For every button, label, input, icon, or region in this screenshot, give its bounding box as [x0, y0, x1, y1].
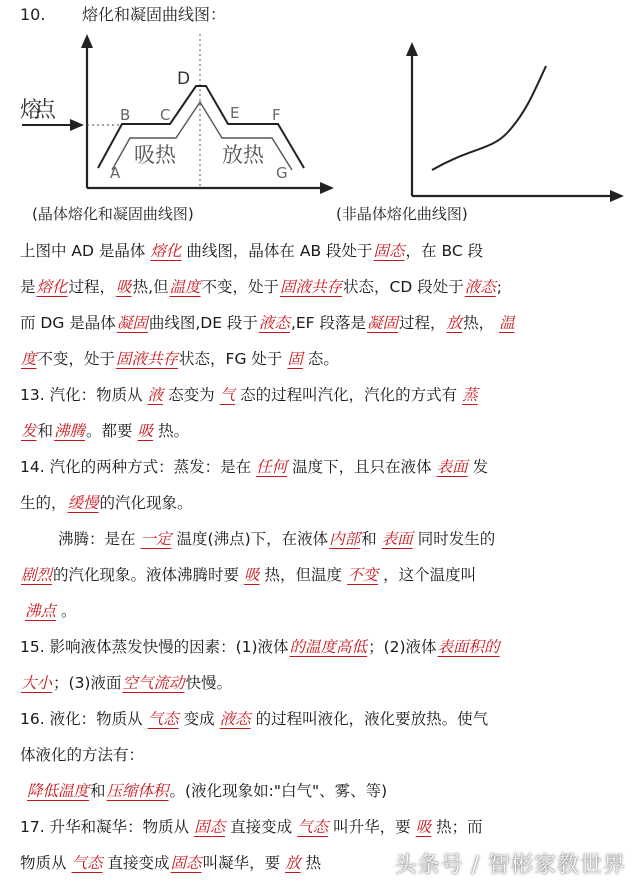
- answer-blank: 放: [446, 314, 463, 332]
- curve-diagrams: [0, 0, 640, 235]
- text-segment: 发: [472, 458, 489, 476]
- y-axis-arrow: [81, 34, 93, 48]
- answer-blank: 任何: [256, 458, 288, 476]
- answer-blank: 表面: [436, 458, 468, 476]
- heading-number: 10.: [20, 5, 46, 24]
- text-line: [20, 701, 624, 737]
- figure-area: [0, 0, 640, 235]
- text-line: [20, 557, 624, 593]
- text-segment: 同时发生的: [417, 530, 496, 548]
- answer-blank: 气态: [147, 710, 179, 728]
- answer-blank: 固: [287, 350, 303, 368]
- answer-blank: 压缩体积: [106, 782, 169, 800]
- text-segment: 17. 升华和凝华：物质从: [20, 818, 190, 836]
- text-segment: 快慢。: [185, 674, 233, 692]
- crystal-chart: [20, 34, 334, 194]
- text-line: [20, 377, 624, 413]
- text-line: [20, 773, 624, 809]
- text-segment: 状态，CD 段处于: [343, 278, 464, 296]
- answer-blank: 不变: [347, 566, 379, 584]
- caption-right: (非晶体熔化曲线图): [336, 205, 468, 223]
- answer-blank: 剧烈: [21, 566, 53, 584]
- text-segment: 的汽化现象。: [99, 494, 193, 512]
- answer-blank: 沸腾: [54, 422, 86, 440]
- text-segment: 。都要: [86, 422, 133, 440]
- text-segment: 14. 汽化的两种方式：蒸发：是在: [20, 458, 252, 476]
- answer-blank: 空气流动: [122, 674, 185, 692]
- text-segment: 曲线图,DE 段于: [148, 314, 258, 332]
- release-heat-label: 放热: [222, 143, 264, 167]
- y-axis-arrow: [406, 42, 418, 56]
- text-segment: 直接变成: [230, 818, 293, 836]
- answer-blank: 吸: [116, 278, 132, 296]
- text-segment: 16. 液化：物质从: [20, 710, 143, 728]
- text-segment: 13. 汽化：物质从: [20, 386, 143, 404]
- text-segment: 热；而: [436, 818, 483, 836]
- answer-blank: 气: [219, 386, 236, 404]
- text-segment: 热: [305, 854, 322, 872]
- text-line: [20, 665, 624, 701]
- text-segment: 物质从: [20, 854, 67, 872]
- absorb-heat-label: 吸热: [134, 143, 176, 167]
- text-segment: 的过程叫液化，液化要放热。使气: [255, 710, 489, 728]
- text-line: [20, 737, 624, 773]
- text-segment: 过程，: [399, 314, 446, 332]
- caption-left: (晶体熔化和凝固曲线图): [32, 205, 194, 223]
- text-segment: ，这个温度叫: [383, 566, 477, 584]
- answer-blank: 一定: [140, 530, 172, 548]
- answer-blank: 度: [21, 350, 37, 368]
- text-segment: ;: [496, 278, 502, 296]
- melt-arrow-head: [70, 119, 84, 131]
- answer-blank: 吸: [244, 566, 260, 584]
- text-segment: 。(液化现象如:"白气"、雾、等): [169, 782, 388, 800]
- answer-blank: 表面积的: [437, 638, 500, 656]
- document-body: [20, 233, 624, 881]
- text-segment: 不变，处于: [201, 278, 280, 296]
- text-segment: 状态，FG 处于: [179, 350, 283, 368]
- answer-blank: 液态: [258, 314, 290, 332]
- text-line: [20, 593, 624, 629]
- text-segment: 是: [20, 278, 36, 296]
- answer-blank: 缓慢: [67, 494, 99, 512]
- text-line: [20, 809, 624, 845]
- answer-blank: 凝固: [116, 314, 148, 332]
- text-segment: 而 DG 是晶体: [20, 314, 116, 332]
- answer-blank: 的温度高低: [289, 638, 368, 656]
- point-D: D: [177, 69, 191, 89]
- answer-blank: 降低温度: [27, 782, 90, 800]
- text-segment: 叫凝华，要: [202, 854, 281, 872]
- text-segment: 和: [361, 530, 377, 548]
- text-segment: 体液化的方法有：: [20, 746, 145, 764]
- text-line: [20, 305, 624, 341]
- answer-blank: 吸: [137, 422, 154, 440]
- text-segment: 叫升华，要: [333, 818, 411, 836]
- answer-blank: 蒸: [462, 386, 478, 404]
- text-segment: 热。: [158, 422, 190, 440]
- x-axis-arrow: [320, 182, 334, 194]
- text-segment: 态。: [307, 350, 339, 368]
- answer-blank: 内部: [329, 530, 361, 548]
- answer-blank: 沸点: [25, 602, 57, 620]
- answer-blank: 发: [21, 422, 37, 440]
- answer-blank: 大小: [21, 674, 53, 692]
- text-segment: 直接变成: [107, 854, 170, 872]
- point-A: A: [110, 164, 121, 182]
- text-segment: 。: [61, 602, 77, 620]
- point-C: C: [160, 106, 171, 124]
- answer-blank: 吸: [415, 818, 432, 836]
- text-segment: 沸腾：是在: [58, 530, 136, 548]
- answer-blank: 气态: [297, 818, 329, 836]
- answer-blank: 温度: [169, 278, 201, 296]
- text-segment: 曲线图，晶体在 AB 段处于: [186, 242, 373, 260]
- answer-blank: 放: [285, 854, 301, 872]
- answer-blank: 固液共存: [280, 278, 343, 296]
- text-line: [20, 629, 624, 665]
- text-line: [20, 233, 624, 269]
- x-axis-arrow: [610, 190, 624, 202]
- text-segment: 态变为: [168, 386, 215, 404]
- answer-blank: 固态: [373, 242, 405, 260]
- point-E: E: [230, 104, 240, 122]
- answer-blank: 液态: [464, 278, 496, 296]
- text-line: [20, 341, 624, 377]
- answer-blank: 液: [147, 386, 164, 404]
- point-G: G: [276, 164, 288, 182]
- answer-blank: 液态: [219, 710, 251, 728]
- text-segment: ；(3)液面: [53, 674, 122, 692]
- text-segment: 温度(沸点)下，在液体: [176, 530, 329, 548]
- melt-point-label: 熔点: [20, 98, 56, 123]
- answer-blank: 凝固: [367, 314, 399, 332]
- text-segment: 热，: [463, 314, 495, 332]
- text-line: [20, 269, 624, 305]
- curve-outer: [98, 86, 304, 168]
- answer-blank: 熔化: [150, 242, 182, 260]
- text-segment: 温度下，且只在液体: [292, 458, 432, 476]
- text-segment: 过程，: [68, 278, 116, 296]
- text-line: [20, 521, 624, 557]
- answer-blank: 固态: [194, 818, 226, 836]
- text-segment: 和: [37, 422, 54, 440]
- answer-blank: 固液共存: [116, 350, 179, 368]
- text-line: [20, 413, 624, 449]
- text-line: [20, 449, 624, 485]
- text-segment: ，在 BC 段: [405, 242, 484, 260]
- text-segment: 和: [90, 782, 106, 800]
- amorphous-curve: [432, 66, 546, 170]
- text-segment: 的汽化现象。液体沸腾时要: [53, 566, 240, 584]
- answer-blank: 固态: [170, 854, 202, 872]
- text-segment: ,EF 段落是: [290, 314, 367, 332]
- amorphous-chart: [406, 42, 624, 202]
- text-segment: 热，但温度: [264, 566, 343, 584]
- point-F: F: [272, 106, 281, 124]
- text-segment: ；(2)液体: [368, 638, 437, 656]
- text-segment: 态的过程叫汽化，汽化的方式有: [240, 386, 458, 404]
- text-segment: 15. 影响液体蒸发快慢的因素：(1)液体: [20, 638, 289, 656]
- watermark: 头条号 / 智彬家教世界: [394, 853, 626, 878]
- text-segment: 生的，: [20, 494, 67, 512]
- answer-blank: 熔化: [36, 278, 68, 296]
- figure-heading: 熔化和凝固曲线图：: [82, 5, 227, 24]
- point-B: B: [120, 106, 131, 124]
- text-segment: 不变，处于: [37, 350, 116, 368]
- text-segment: 上图中 AD 是晶体: [20, 242, 146, 260]
- answer-blank: 表面: [381, 530, 413, 548]
- answer-blank: 气态: [71, 854, 103, 872]
- text-segment: 热,但: [132, 278, 169, 296]
- text-line: [20, 485, 624, 521]
- text-segment: 变成: [183, 710, 215, 728]
- answer-blank: 温: [499, 314, 515, 332]
